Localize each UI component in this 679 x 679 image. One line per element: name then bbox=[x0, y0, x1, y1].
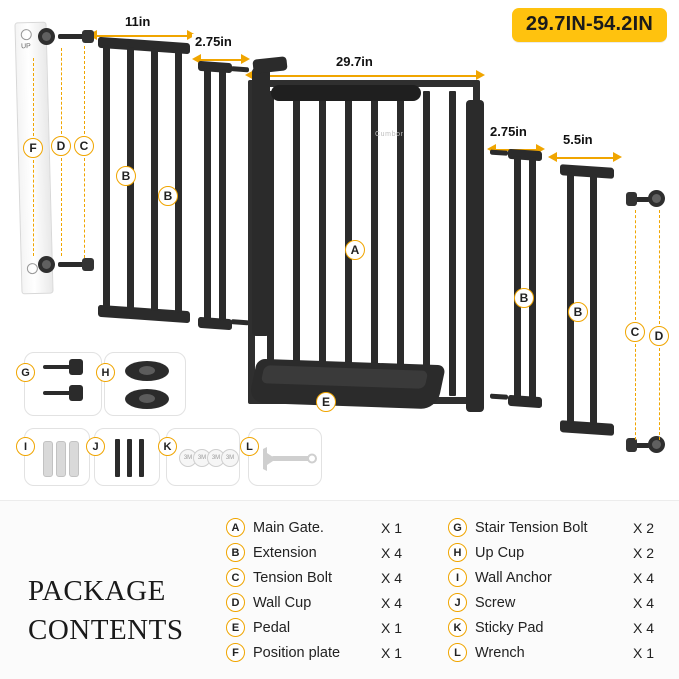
part-letter-k: K bbox=[158, 437, 177, 456]
callout-b-1: B bbox=[116, 166, 136, 186]
part-letter-i: I bbox=[16, 437, 35, 456]
part-box-k bbox=[163, 428, 240, 486]
legend-item-l bbox=[448, 643, 678, 662]
legend-name-g: Stair Tension Bolt bbox=[475, 519, 588, 536]
legend-name-c: Tension Bolt bbox=[253, 569, 332, 586]
gate-left-post bbox=[252, 68, 270, 336]
legend-badge-k: K bbox=[448, 618, 467, 637]
callout-f: F bbox=[23, 138, 43, 158]
legend-column-2 bbox=[448, 518, 678, 668]
legend-qty-l: X 1 bbox=[633, 644, 655, 661]
title-line-2: CONTENTS bbox=[28, 614, 184, 647]
extension-panel-left-wide bbox=[98, 37, 190, 323]
extension-panel-left-narrow bbox=[198, 61, 232, 331]
part-box-i bbox=[24, 428, 90, 486]
part-box-l bbox=[248, 428, 322, 486]
extension-panel-right-wide bbox=[560, 164, 614, 436]
legend-qty-j: X 4 bbox=[633, 594, 655, 611]
package-contents-title bbox=[28, 572, 228, 650]
legend-name-d: Wall Cup bbox=[253, 594, 312, 611]
sticky-pad-3: 3M bbox=[207, 449, 225, 467]
legend-item-f bbox=[226, 643, 446, 662]
legend-badge-a: A bbox=[226, 518, 245, 537]
legend-qty-f: X 1 bbox=[381, 644, 403, 661]
legend-qty-e: X 1 bbox=[381, 619, 403, 636]
legend-qty-i: X 4 bbox=[633, 569, 655, 586]
legend-name-a: Main Gate. bbox=[253, 519, 324, 536]
size-range-badge: 29.7IN-54.2IN bbox=[512, 8, 667, 42]
gate-right-post bbox=[466, 100, 484, 412]
legend-badge-f: F bbox=[226, 643, 245, 662]
wall-cup-right-bottom bbox=[648, 436, 668, 454]
wall-cup-left-top bbox=[38, 28, 58, 46]
legend-badge-l: L bbox=[448, 643, 467, 662]
legend-badge-g: G bbox=[448, 518, 467, 537]
legend-qty-g: X 2 bbox=[633, 519, 655, 536]
legend-name-j: Screw bbox=[475, 594, 516, 611]
callout-b-2: B bbox=[158, 186, 178, 206]
package-contents-diagram: 29.7IN-54.2IN 11in 2.75in 29.7in 2.75in 5.5in UP Cumbor F D C B B A B B C D E G H I J K 3M 3M 3M 3M L PACKAGE CONTENTS A Main Gate. X 1 B Extension X 4 C Tension Bolt X 4 D Wall Cup X 4 E Pedal X 1 F Position plate X 1 G Stair Tension Bolt X 2 H Up Cup X 2 I Wall Anchor X 4 J Screw X 4 K Sticky Pad X 4 L Wrench X 1 bbox=[0, 0, 679, 679]
legend-column-1 bbox=[226, 518, 446, 668]
legend-name-e: Pedal bbox=[253, 619, 291, 636]
legend-badge-e: E bbox=[226, 618, 245, 637]
part-letter-h: H bbox=[96, 363, 115, 382]
legend-name-h: Up Cup bbox=[475, 544, 525, 561]
callout-b-3: B bbox=[514, 288, 534, 308]
legend-item-b bbox=[226, 543, 446, 562]
legend-item-k bbox=[448, 618, 678, 637]
gate-top-bracket bbox=[252, 56, 287, 73]
wrench-icon bbox=[261, 443, 317, 473]
legend-qty-a: X 1 bbox=[381, 519, 403, 536]
legend-name-b: Extension bbox=[253, 544, 317, 561]
legend-name-i: Wall Anchor bbox=[475, 569, 552, 586]
legend-badge-d: D bbox=[226, 593, 245, 612]
legend-qty-k: X 4 bbox=[633, 619, 655, 636]
position-plate: UP bbox=[14, 22, 53, 295]
legend-item-j bbox=[448, 593, 678, 612]
legend-badge-h: H bbox=[448, 543, 467, 562]
legend-item-a bbox=[226, 518, 446, 537]
part-letter-g: G bbox=[16, 363, 35, 382]
legend-qty-b: X 4 bbox=[381, 544, 403, 561]
legend-name-k: Sticky Pad bbox=[475, 619, 544, 636]
sticky-pad-4: 3M bbox=[221, 449, 239, 467]
callout-b-4: B bbox=[568, 302, 588, 322]
callout-c-left: C bbox=[74, 136, 94, 156]
sticky-pad-1: 3M bbox=[179, 449, 197, 467]
legend-item-g bbox=[448, 518, 678, 537]
part-box-g bbox=[21, 352, 102, 416]
legend-item-c bbox=[226, 568, 446, 587]
legend-name-l: Wrench bbox=[475, 644, 525, 661]
legend-badge-c: C bbox=[226, 568, 245, 587]
legend-item-e bbox=[226, 618, 446, 637]
tension-bolt-left-top bbox=[58, 30, 92, 44]
legend-badge-b: B bbox=[226, 543, 245, 562]
part-box-h bbox=[101, 352, 186, 416]
callout-d-right: D bbox=[649, 326, 669, 346]
legend-qty-d: X 4 bbox=[381, 594, 403, 611]
part-letter-l: L bbox=[240, 437, 259, 456]
sticky-pad-2: 3M bbox=[193, 449, 211, 467]
part-box-j bbox=[94, 428, 160, 486]
legend-badge-j: J bbox=[448, 593, 467, 612]
legend-qty-c: X 4 bbox=[381, 569, 403, 586]
part-letter-j: J bbox=[86, 437, 105, 456]
main-gate bbox=[248, 80, 480, 404]
legend-badge-i: I bbox=[448, 568, 467, 587]
title-line-1: PACKAGE bbox=[28, 575, 166, 607]
legend-qty-h: X 2 bbox=[633, 544, 655, 561]
callout-e: E bbox=[316, 392, 336, 412]
legend-item-d bbox=[226, 593, 446, 612]
callout-d-left: D bbox=[51, 136, 71, 156]
callout-a: A bbox=[345, 240, 365, 260]
extension-panel-right-narrow bbox=[508, 149, 542, 409]
tension-bolt-left-bottom bbox=[58, 258, 92, 272]
wall-cup-right-top bbox=[648, 190, 668, 208]
legend-name-f: Position plate bbox=[253, 644, 341, 661]
callout-c-right: C bbox=[625, 322, 645, 342]
brand-logo: Cumbor bbox=[375, 131, 404, 138]
legend-item-h bbox=[448, 543, 678, 562]
wall-cup-left-bottom bbox=[38, 256, 58, 274]
legend-item-i bbox=[448, 568, 678, 587]
